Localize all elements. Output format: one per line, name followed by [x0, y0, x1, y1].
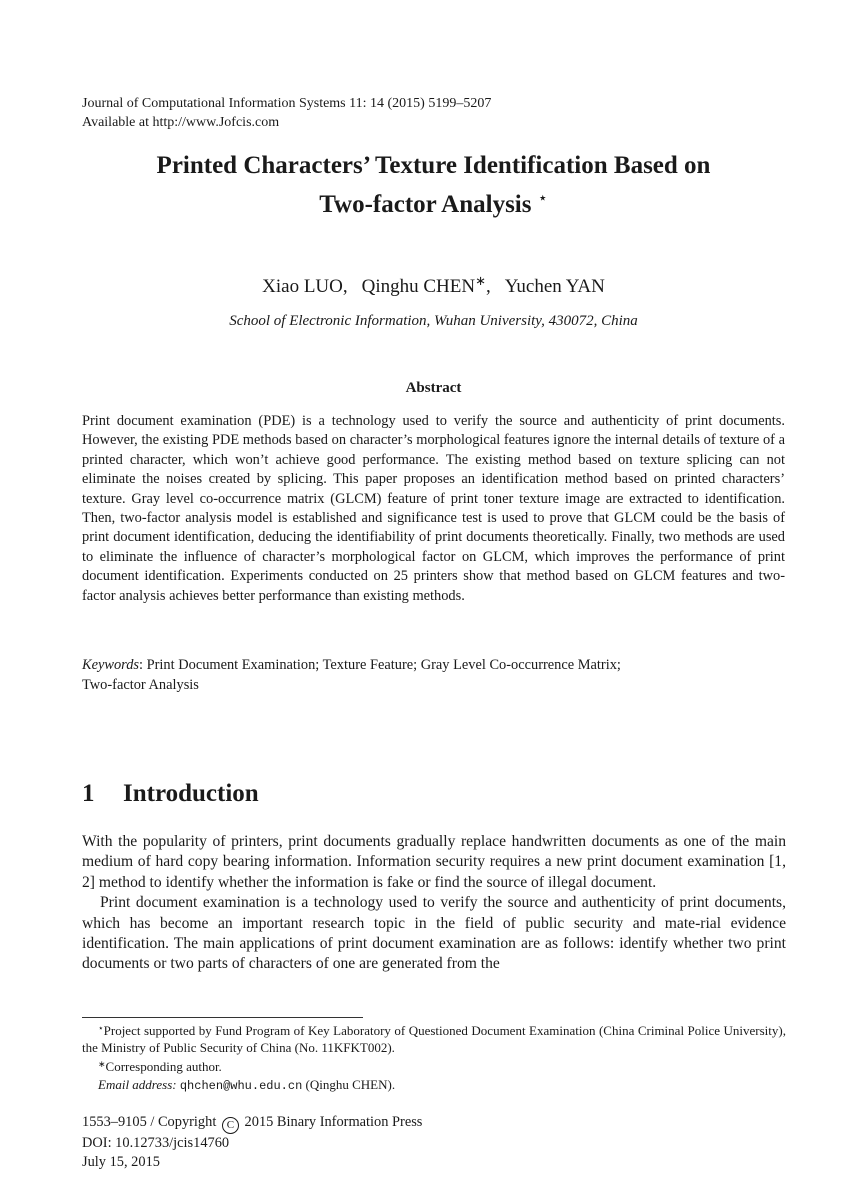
issn-prefix: 1553–9105 / Copyright	[82, 1114, 217, 1130]
title-line-2	[82, 182, 785, 221]
keywords	[82, 655, 785, 695]
abstract-body: Print document examination (PDE) is a technology used to verify the source and authenticity of print documents. However, the existing PDE methods based on character’s morphological features ignore the internal details of texture of a printed character, which won’t achieve good performance. The existing method based on texture splicing can not eliminate the noises created by splicing. This paper proposes an identification method based on printed characters’ texture. Gray level co-occurrence matrix (GLCM) feature of print toner texture image are extracted to identification. Then, two-factor analysis model is established and significance test is used to prove that GLCM could be the basis of print document identification, deducing the identifiability of print documents theoretically. Finally, two methods are used to eliminate the influence of character’s morphological factor on GLCM, which improves the performance of print document identification. Experiments conducted on 25 printers show that method based on GLCM features and two-factor analysis achieves better performance than existing methods.	[82, 413, 785, 604]
keywords-list-1: Print Document Examination; Texture Feature; Gray Level Co-occurrence Matrix;	[146, 657, 621, 673]
author-2-comma: ,	[486, 276, 491, 297]
footnote-project-mark: ⋆	[98, 1023, 104, 1033]
footnote-project-text: Project supported by Fund Program of Key Laboratory of Questioned Document Examination (China Criminal Police University), the Ministry of Public Security of China (No. 11KFKT002).	[82, 1023, 786, 1056]
keywords-line-1	[82, 655, 785, 675]
footnote-corresponding-mark: ∗	[98, 1059, 106, 1070]
publication-info	[82, 1113, 682, 1173]
corresponding-mark: ∗	[475, 273, 487, 288]
footnote-corresponding-text: Corresponding author.	[105, 1059, 222, 1075]
introduction-body	[82, 832, 786, 975]
footnotes	[82, 1020, 786, 1095]
journal-citation: Journal of Computational Information Systems 11: 14 (2015) 5199–5207	[82, 96, 492, 111]
intro-paragraph-1: With the popularity of printers, print documents gradually replace handwritten documents as one of the main medium of hard copy bearing information. Information security requires a new print document examination [1, 2] method to identify whether the information is fake or find the source of illegal document.	[82, 833, 786, 891]
footnote-project	[82, 1020, 786, 1056]
issn-copyright-line	[82, 1113, 682, 1134]
footnote-rule	[82, 1017, 363, 1018]
journal-header	[82, 94, 772, 132]
doi: DOI: 10.12733/jcis14760	[82, 1135, 230, 1151]
author-2: Qinghu CHEN	[361, 276, 476, 297]
issn-suffix: 2015 Binary Information Press	[244, 1114, 423, 1130]
section-number: 1	[82, 780, 95, 807]
section-title: Introduction	[123, 780, 259, 807]
keywords-colon: :	[139, 657, 144, 673]
author-list	[82, 268, 785, 300]
author-1: Xiao LUO,	[262, 276, 348, 297]
title-line-2-text: Two-factor Analysis	[319, 191, 532, 218]
title-line-1: Printed Characters’ Texture Identification Based on	[156, 152, 711, 179]
keywords-line-2: Two-factor Analysis	[82, 677, 199, 693]
journal-availability: Available at http://www.Jofcis.com	[82, 115, 280, 130]
email-address: qhchen@whu.edu.cn	[179, 1078, 303, 1093]
keywords-label: Keywords	[82, 657, 140, 673]
intro-paragraph-2: Print document examination is a technology used to verify the source and authenticity of print documents, which has become an important research topic in the field of public security and mate-rial evidence identification. The main applications of print document examination are as follows: identify whether two print documents or two parts of characters of one are generated from the	[82, 894, 786, 973]
copyright-icon: C	[222, 1117, 239, 1134]
paper-title	[82, 149, 785, 221]
affiliation: School of Electronic Information, Wuhan University, 430072, China	[229, 313, 638, 329]
footnote-corresponding	[82, 1056, 786, 1075]
section-heading-introduction	[82, 778, 785, 810]
author-3: Yuchen YAN	[504, 276, 605, 297]
footnote-email	[82, 1076, 786, 1095]
publication-date: July 15, 2015	[82, 1154, 160, 1171]
email-owner: (Qinghu CHEN).	[305, 1076, 396, 1092]
abstract-heading: Abstract	[405, 380, 462, 396]
email-label: Email address:	[98, 1076, 177, 1092]
title-star-mark: ⋆	[537, 190, 548, 207]
